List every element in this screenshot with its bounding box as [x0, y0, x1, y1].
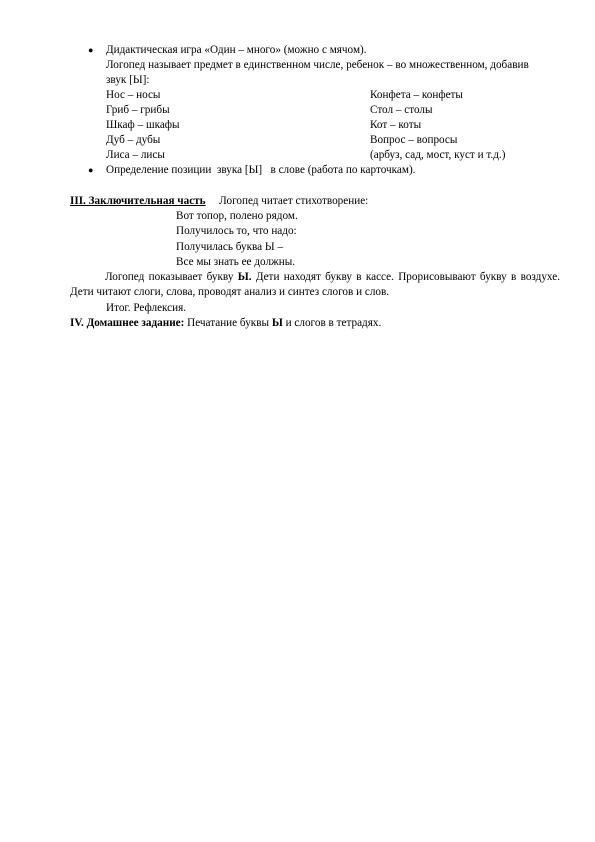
bullet-icon: ● — [88, 165, 94, 175]
game-instruction: Логопед называет предмет в единственном числе, ребенок – во множественном, добавив — [106, 59, 529, 71]
poem-line: Получилось то, что надо: — [176, 225, 297, 237]
game-title: Дидактическая игра «Один – много» (можно с мячом). — [106, 44, 367, 56]
poem-line — [176, 240, 283, 254]
word-pair: Кот – коты — [370, 119, 422, 131]
game-instruction-cont: звук [Ы]: — [106, 74, 150, 86]
section-4-text: Печатание буквы — [184, 317, 272, 329]
word-pair: Вопрос – вопросы — [370, 134, 458, 146]
position-task: Определение позиции звука [Ы] в слове (работа по карточкам). — [106, 164, 416, 176]
summary: Итог. Рефлексия. — [106, 302, 187, 314]
word-pair: Конфета – конфеты — [370, 89, 463, 101]
paragraph-text: Логопед показывает букву — [105, 271, 238, 283]
section-3-line — [70, 194, 368, 208]
section-4-heading: IV. Домашнее задание: — [70, 317, 185, 329]
section-4-text: и слогов в тетрадях. — [282, 317, 382, 329]
word-pair: Стол – столы — [370, 104, 433, 116]
letter-highlight: Ы. — [237, 271, 252, 283]
word-pair: Лиса – лисы — [106, 149, 165, 161]
section-4-line — [70, 316, 381, 330]
poem-line: Все мы знать ее должны. — [176, 256, 296, 268]
word-pair: Дуб – дубы — [106, 134, 161, 146]
section-3-intro: Логопед читает стихотворение: — [219, 195, 369, 207]
examples-note: (арбуз, сад, мост, куст и т.д.) — [370, 149, 506, 161]
bullet-icon: ● — [88, 45, 94, 55]
word-pair: Шкаф – шкафы — [106, 119, 180, 131]
poem-line-text: Получилась буква Ы – — [176, 241, 284, 253]
poem-line: Вот топор, полено рядом. — [176, 210, 298, 222]
word-pair: Нос – носы — [106, 89, 161, 101]
activity-paragraph — [70, 270, 560, 300]
paragraph-text: Дети находят букву в кассе. Прорисовывают букву в воздухе. Дети читают слоги, слова, проводят анализ и синтез слогов и слов. — [70, 271, 560, 298]
letter-highlight: Ы — [271, 317, 283, 329]
section-3-heading: III. Заключительная часть — [70, 195, 206, 207]
word-pair: Гриб – грибы — [106, 104, 170, 116]
